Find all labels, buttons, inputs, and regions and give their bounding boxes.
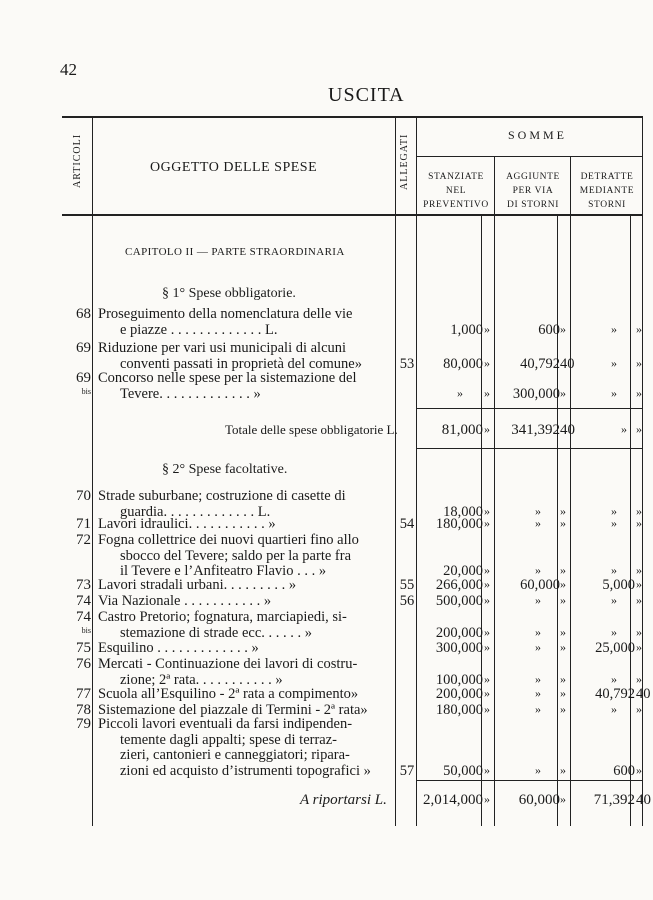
header-aggiunte-2: PER VIA (512, 186, 554, 196)
total-label: Totale delle spese obbligatorie L. (225, 422, 398, 437)
detratte-cents: » (636, 702, 642, 716)
stanziate-amount: 200,000 (435, 686, 483, 702)
aggiunte-amount: » (535, 762, 541, 777)
article-number: 69 (76, 340, 91, 356)
article-number: 69 (76, 370, 91, 386)
stanziate-cents: » (484, 702, 490, 716)
stanziate-amount: 18,000 (443, 503, 483, 520)
stanziate-cents: » (484, 593, 490, 607)
header-somme: SOMME (508, 128, 568, 142)
header-detratte-2: MEDIANTE (579, 186, 635, 196)
col-rule-allegati (416, 116, 417, 826)
aggiunte-cents: » (560, 516, 566, 530)
aggiunte-amount: » (535, 516, 541, 530)
section-obbligatorie: § 1° Spese obbligatorie. (162, 286, 296, 301)
stanziate-amount: 20,000 (443, 563, 483, 580)
aggiunte-amount: » (535, 624, 541, 639)
aggiunte-amount: » (535, 503, 541, 518)
riportarsi-label: A riportarsi L. (300, 792, 387, 808)
riportarsi-detr-cents: 40 (636, 792, 651, 808)
row-description-line: e piazze . . . . . . . . . . . . . L. (120, 321, 278, 338)
section-facoltative: § 2° Spese facoltative. (162, 462, 288, 477)
article-bis: bis (81, 387, 91, 396)
article-number: 74 (76, 609, 91, 625)
row-description-line: Castro Pretorio; fognatura, marciapiedi, si- (98, 609, 347, 625)
article-number: 73 (76, 577, 91, 593)
col-rule-articoli (92, 116, 93, 826)
stanziate-cents: » (484, 624, 490, 639)
aggiunte-amount: » (535, 640, 541, 654)
col-rule-agg-cents (557, 214, 558, 826)
detratte-amount: » (611, 624, 617, 639)
stanziate-cents: » (484, 762, 490, 777)
col-rule-agg (570, 156, 571, 826)
total-detr: » (621, 422, 627, 436)
row-description-line: Via Nazionale . . . . . . . . . . . » (98, 593, 272, 609)
riportarsi-stanz-cents: » (484, 792, 490, 806)
page-title: USCITA (328, 84, 405, 106)
row-description-line: Strade suburbane; costruzione di casette di (98, 488, 346, 504)
aggiunte-cents: » (560, 640, 566, 654)
detratte-cents: » (636, 385, 642, 400)
article-number: 72 (76, 532, 91, 548)
detratte-amount: » (611, 321, 617, 336)
header-allegati: ALLEGATI (399, 133, 410, 190)
detratte-amount: » (611, 503, 617, 518)
article-number: 77 (76, 686, 91, 702)
row-description-line: zieri, cantonieri e canneggiatori; ripara- (120, 747, 350, 764)
stanziate-cents: » (484, 385, 490, 400)
header-stanziate-1: STANZIATE (428, 172, 484, 182)
row-description-line: Lavori idraulici. . . . . . . . . . . » (98, 516, 276, 532)
detratte-amount: » (611, 563, 617, 578)
header-stanziate (418, 170, 494, 212)
allegato-number: 55 (399, 577, 415, 593)
total-rule (416, 408, 642, 409)
row-description-line: Scuola all’Esquilino - 2ª rata a compimento» (98, 686, 359, 702)
stanziate-amount: 80,000 (443, 355, 483, 372)
allegato-number: 54 (399, 516, 415, 532)
allegato-number: 53 (399, 355, 415, 372)
detratte-amount: » (611, 385, 617, 400)
header-aggiunte-1: AGGIUNTE (506, 172, 560, 182)
detratte-amount: 25,000 (595, 640, 635, 656)
detratte-amount: 40,792 (595, 686, 635, 702)
header-detratte-1: DETRATTE (580, 172, 634, 182)
article-bis: bis (81, 626, 91, 635)
stanziate-cents: » (484, 355, 490, 370)
article-number: 74 (76, 593, 91, 609)
table-top-rule (62, 116, 642, 118)
header-bottom-rule (62, 214, 642, 216)
stanziate-cents: » (484, 563, 490, 578)
allegato-number: 57 (399, 762, 415, 779)
detratte-cents: » (636, 516, 642, 530)
aggiunte-amount: 300,000 (512, 385, 560, 402)
row-description-line: Mercati - Continuazione dei lavori di costru- (98, 656, 358, 672)
col-rule-right (642, 116, 643, 826)
detratte-cents: » (636, 671, 642, 686)
riportarsi-detr: 71,392 (593, 792, 635, 808)
aggiunte-amount: 600 (538, 321, 560, 338)
header-oggetto: OGGETTO DELLE SPESE (150, 160, 318, 175)
row-description-line: sbocco del Tevere; saldo per la parte fra (120, 547, 352, 564)
header-detratte (572, 170, 642, 212)
row-description-line: Riduzione per vari usi municipali di alcuni (98, 340, 347, 356)
detratte-cents: » (636, 503, 642, 518)
detratte-amount: 5,000 (602, 577, 635, 593)
col-rule-detr-cents (630, 214, 631, 826)
stanziate-amount: 50,000 (443, 762, 483, 779)
row-description-line: Lavori stradali urbani. . . . . . . . . » (98, 577, 297, 593)
stanziate-cents: » (484, 640, 490, 654)
detratte-cents: » (636, 355, 642, 370)
aggiunte-amount: 60,000 (520, 577, 560, 593)
stanziate-amount: 100,000 (435, 671, 483, 688)
article-number: 71 (76, 516, 91, 532)
stanziate-amount: 200,000 (435, 624, 483, 641)
article-number: 76 (76, 656, 91, 672)
riportarsi-agg: 60,000 (518, 792, 560, 808)
row-description-line: Tevere. . . . . . . . . . . . . » (120, 385, 261, 402)
capitolo-heading: CAPITOLO II — PARTE STRAORDINARIA (125, 246, 345, 258)
aggiunte-cents: » (560, 671, 566, 686)
header-articoli: ARTICOLI (72, 133, 83, 188)
aggiunte-cents: 40 (560, 355, 575, 372)
row-description-line: Esquilino . . . . . . . . . . . . . » (98, 640, 259, 656)
row-description-line: Concorso nelle spese per la sistemazione del (98, 370, 357, 386)
detratte-amount: » (611, 355, 617, 370)
riportarsi-row (0, 792, 653, 810)
total-agg: 341,392 (511, 422, 560, 438)
row-description-line: guardia. . . . . . . . . . . . . L. (120, 503, 271, 520)
header-stanziate-3: PREVENTIVO (423, 200, 489, 210)
detratte-amount: » (611, 671, 617, 686)
row-description-line: il Tevere e l’Anfiteatro Flavio . . . » (120, 563, 327, 580)
row-description-line: Fogna collettrice dei nuovi quartieri fino allo (98, 532, 359, 548)
row-description-line: temente dagli appalti; spese di terraz- (120, 731, 338, 748)
total-stanz: 81,000 (441, 422, 483, 438)
detratte-cents: » (636, 577, 642, 591)
row-description-line: Proseguimento della nomenclatura delle vie (98, 306, 353, 322)
detratte-amount: » (611, 516, 617, 530)
header-aggiunte-3: DI STORNI (507, 200, 559, 210)
stanziate-amount: 500,000 (435, 593, 483, 609)
row-description-line: zioni ed acquisto d’istrumenti topografici » (120, 762, 371, 779)
aggiunte-amount: 40,792 (520, 355, 560, 372)
page-number: 42 (60, 60, 77, 79)
aggiunte-cents: » (560, 686, 566, 700)
detratte-amount: » (611, 702, 617, 716)
detratte-cents: » (636, 640, 642, 654)
stanziate-cents: » (484, 321, 490, 336)
aggiunte-cents: » (560, 762, 566, 777)
row-description-line: Sistemazione del piazzale di Termini - 2ª rata» (98, 702, 368, 718)
detratte-amount: » (611, 593, 617, 607)
col-rule-oggetto (395, 116, 396, 826)
detratte-cents: » (636, 321, 642, 336)
article-number: 75 (76, 640, 91, 656)
stanziate-cents: » (484, 503, 490, 518)
total-detr-cents: » (636, 422, 642, 436)
stanziate-amount: 180,000 (435, 702, 483, 718)
aggiunte-cents: » (560, 503, 566, 518)
aggiunte-amount: » (535, 593, 541, 607)
aggiunte-cents: » (560, 702, 566, 716)
total-agg-cents: 40 (560, 422, 575, 438)
stanziate-cents: » (484, 671, 490, 686)
stanziate-amount: 180,000 (435, 516, 483, 532)
col-rule-stanz (494, 156, 495, 826)
stanziate-cents: » (484, 516, 490, 530)
detratte-cents: » (636, 593, 642, 607)
header-aggiunte (496, 170, 570, 212)
detratte-cents: » (636, 624, 642, 639)
stanziate-cents: » (484, 686, 490, 700)
stanziate-amount: 266,000 (435, 577, 483, 593)
stanziate-amount: » (457, 385, 463, 400)
row-description-line: Piccoli lavori eventuali da farsi indipenden- (98, 716, 353, 732)
article-number: 70 (76, 488, 91, 504)
riportarsi-agg-cents: » (560, 792, 566, 806)
stanziate-amount: 300,000 (435, 640, 483, 656)
article-number: 78 (76, 702, 91, 718)
aggiunte-cents: » (560, 577, 566, 591)
total-obbligatorie-row (0, 422, 653, 440)
aggiunte-cents: » (560, 563, 566, 578)
detratte-cents: » (636, 762, 642, 777)
detratte-cents: 40 (636, 686, 651, 702)
article-number: 79 (76, 716, 91, 732)
row-description-line: conventi passati in proprietà del comune» (120, 355, 362, 372)
total-stanz-cents: » (484, 422, 490, 436)
header-detratte-3: STORNI (588, 200, 626, 210)
aggiunte-amount: » (535, 563, 541, 578)
total-bottom-rule (416, 448, 642, 449)
detratte-amount: 600 (613, 762, 635, 779)
aggiunte-amount: » (535, 671, 541, 686)
article-number: 68 (76, 306, 91, 322)
somme-divider-rule (416, 156, 642, 157)
header-stanziate-2: NEL (445, 186, 467, 196)
row-description-line: zione; 2ª rata. . . . . . . . . . . » (120, 671, 283, 688)
stanziate-cents: » (484, 577, 490, 591)
stanziate-amount: 1,000 (450, 321, 483, 338)
detratte-cents: » (636, 563, 642, 578)
aggiunte-amount: » (535, 686, 541, 700)
aggiunte-cents: » (560, 321, 566, 336)
aggiunte-amount: » (535, 702, 541, 716)
riportarsi-stanz: 2,014,000 (423, 792, 483, 808)
aggiunte-cents: » (560, 385, 566, 400)
row-description-line: stemazione di strade ecc. . . . . . » (120, 624, 313, 641)
aggiunte-cents: » (560, 624, 566, 639)
aggiunte-cents: » (560, 593, 566, 607)
allegato-number: 56 (399, 593, 415, 609)
bottom-rule (416, 780, 642, 781)
